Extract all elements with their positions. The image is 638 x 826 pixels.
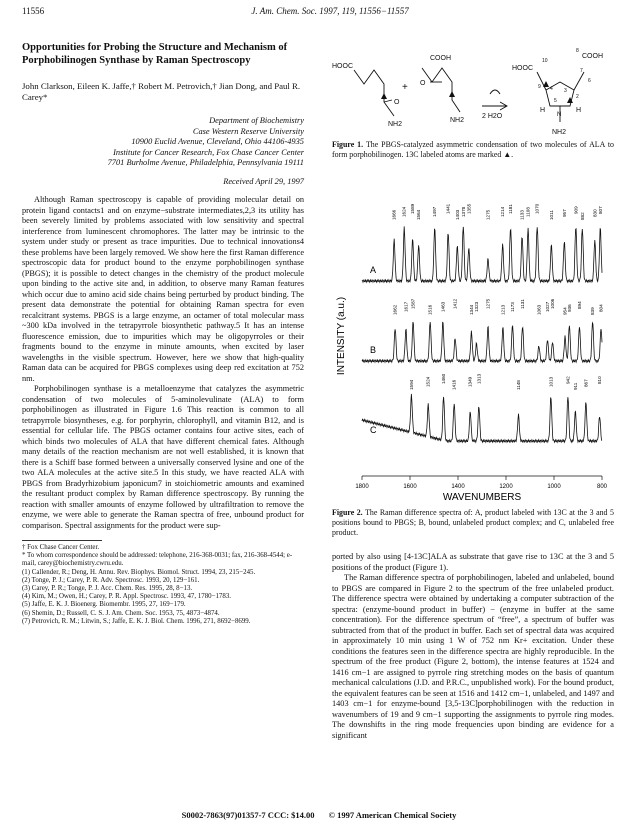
peak-label: 1323 bbox=[473, 301, 479, 312]
peak-label: 1275 bbox=[485, 298, 491, 309]
peak-label: 1524 bbox=[425, 376, 431, 387]
doi-code: S0002-7863(97)01357-7 CCC: $14.00 bbox=[181, 810, 315, 820]
figure1-caption-text: The PBGS-catalyzed asymmetric condensation of two molecules of ALA to form porphobilinogen. 13C labeled atoms are marked ▲. bbox=[332, 140, 614, 159]
reference: (2) Tonge, P. J.; Carey, P. R. Adv. Spectrosc. 1993, 20, 129−161. bbox=[22, 576, 200, 584]
peak-label: 894 bbox=[576, 301, 582, 309]
peak-label: 839 bbox=[590, 307, 596, 315]
peak-label: 1662 bbox=[392, 304, 398, 315]
scheme-label: 2 bbox=[576, 94, 579, 100]
x-tick-label: 1000 bbox=[547, 484, 561, 490]
peak-label: 804 bbox=[598, 304, 604, 312]
scheme-label: 2 H2O bbox=[482, 113, 503, 120]
x-tick-label: 1800 bbox=[355, 484, 369, 490]
peak-label: 1617 bbox=[403, 301, 409, 312]
x-tick-label: 1200 bbox=[499, 484, 513, 490]
scheme-label: + bbox=[402, 82, 408, 93]
reaction-scheme bbox=[332, 42, 616, 142]
peak-label: 1070 bbox=[534, 203, 540, 214]
peak-label: 1133 bbox=[519, 210, 525, 220]
reference: (5) Jaffe, E. K. J. Bioenerg. Biomembr. 1995, 27, 169−179. bbox=[22, 601, 186, 609]
peak-label: 1416 bbox=[451, 379, 457, 390]
peak-label: 1460 bbox=[441, 373, 447, 384]
spectrum-trace-A bbox=[362, 226, 602, 282]
scheme-label: HOOC bbox=[512, 65, 533, 72]
reference: (3) Carey, P. R.; Tonge, P. J. Acc. Chem. Res. 1995, 28, 8−13. bbox=[22, 585, 193, 593]
figure1-caption bbox=[332, 140, 614, 160]
footnote-rule bbox=[22, 540, 102, 541]
peak-label: 1412 bbox=[452, 298, 458, 309]
peak-label: 1214 bbox=[500, 206, 506, 217]
peak-label: 1313 bbox=[476, 373, 482, 384]
peak-label: 957 bbox=[561, 209, 567, 217]
peak-label: 954 bbox=[562, 307, 568, 315]
spectrum-trace-B bbox=[362, 322, 602, 362]
peak-label: 867 bbox=[583, 379, 589, 387]
y-axis-label: INTENSITY (a.u.) bbox=[336, 296, 347, 376]
peak-label: 1666 bbox=[391, 209, 397, 220]
body-paragraph: Porphobilinogen synthase is a metalloenzyme that catalyzes the asymmetric condensation of two molecules of 5-aminolevulinate (ALA) to form porphobilinogen as illustrated in Figure 1.6 This reaction is common to all tetrapyrrole biosyntheses, e.g. for porphyrin, chlorophyll, and vitamin B12, and is essential for cellular life. The PBGS octamer contains four active sites, each of which binds two molecules of ALA that have different chemical fates. Although many details of the reaction mechanism are not well established, it is known that there is a Schiff base formed between a universally conserved lysine and one of the two ALA molecules at the active site.5 In this study, we have reacted ALA with PBGS from Bradyrhizobium japonicum7 in stoichiometric amounts and examined the resultant product complex by Raman difference spectroscopy. By running the reaction with smaller amounts of enzyme followed by ultrafiltration to remove the enzyme, we were able to generate the Raman spectra of free, unbound product for comparison. Spectral assignments for the product were sup- bbox=[22, 384, 304, 530]
scheme-label: NH2 bbox=[552, 129, 567, 136]
peak-label: 1624 bbox=[401, 206, 407, 217]
peak-label: 911 bbox=[572, 382, 578, 390]
scheme-label: 3 bbox=[564, 88, 567, 94]
peak-label: 1463 bbox=[440, 301, 446, 312]
page-footer bbox=[0, 810, 638, 820]
peak-label: 1131 bbox=[520, 299, 526, 309]
peak-label: 830 bbox=[592, 209, 598, 217]
peak-label: 1027 bbox=[545, 301, 551, 312]
right-column-body bbox=[332, 552, 614, 741]
peak-label: 1587 bbox=[410, 298, 416, 309]
scheme-label: NH2 bbox=[450, 117, 465, 124]
peak-label: 882 bbox=[579, 212, 585, 220]
affiliation bbox=[22, 116, 304, 169]
copyright: © 1997 American Chemical Society bbox=[328, 810, 457, 820]
series-label: C bbox=[370, 425, 377, 435]
author-list: John Clarkson, Eileen K. Jaffe,† Robert M. Petrovich,† Jian Dong, and Paul R. Carey* bbox=[22, 81, 301, 102]
scheme-label: COOH bbox=[582, 53, 603, 60]
scheme-label: HOOC bbox=[332, 63, 353, 70]
scheme-label: NH2 bbox=[388, 121, 403, 128]
peak-label: 1441 bbox=[445, 203, 451, 214]
peak-label: 1108 bbox=[525, 207, 531, 217]
reference: (7) Petrovich, R. M.; Litwin, S.; Jaffe, E. K. J. Biol. Chem. 1996, 271, 8692−8699. bbox=[22, 617, 251, 625]
peak-label: 1275 bbox=[485, 209, 491, 220]
journal-citation: J. Am. Chem. Soc. 1997, 119, 11556−11557 bbox=[251, 6, 409, 16]
scheme-label: 4 bbox=[550, 86, 553, 92]
scheme-label: COOH bbox=[430, 55, 451, 62]
peak-label: 1594 bbox=[408, 379, 414, 390]
figure2-label: Figure 2. bbox=[332, 508, 363, 517]
figure2-caption-text: The Raman difference spectra of: A, product labeled with 13C at the 3 and 5 positions bound to PBGS; B, bound, unlabeled product complex; and C, unlabeled free product. bbox=[332, 508, 614, 537]
peak-label: 1213 bbox=[500, 304, 506, 315]
reference: (4) Kim, M.; Owen, H.; Carey, P. R. Appl. Spectrosc. 1993, 47, 1780−1783. bbox=[22, 593, 231, 601]
page-header bbox=[22, 6, 616, 16]
article-title: Opportunities for Probing the Structure and Mechanism of Porphobilinogen Synthase by Raman Spectroscopy bbox=[22, 42, 288, 66]
peak-label: 909 bbox=[573, 206, 579, 214]
peak-label: 1497 bbox=[432, 206, 438, 217]
affiliation-line: 10900 Euclid Avenue, Cleveland, Ohio 44106-4935 bbox=[131, 137, 304, 146]
scheme-label: O bbox=[420, 80, 426, 87]
peak-label: 810 bbox=[597, 376, 603, 384]
body-paragraph: ported by also using [4-13C]ALA as substrate that gave rise to 13C at the 3 and 5 positions of the product (Figure 1). bbox=[332, 552, 614, 572]
raman-spectra-chart bbox=[332, 186, 616, 506]
footnote: * To whom correspondence should be addressed: telephone, 216-368-0031; fax, 216-368-4544; e-mail, carey@biochemistry.cwru.edu. bbox=[22, 552, 293, 568]
reference: (1) Callender, R.; Deng, H. Annu. Rev. Biophys. Biomol. Struct. 1994, 23, 215−245. bbox=[22, 568, 256, 576]
body-paragraph: Although Raman spectroscopy is capable of providing molecular detail on protein ligand contacts1 and on enzyme−substrate intermediates,2,3 its utility has been severely limited by problems associated with low sensitivity and spectral interference from luminescent chromophores. The latter may be intrinsic to the system under study or present as trace impurities. Due to technical innovations4 these problems have been largely removed. We show here the first Raman difference spectroscopic data for product bound to the enzyme porphobilinogen synthase (PBGS); it is possible to detect changes in the chemistry of the product molecule upon binding to the active site and, in addition, to observe many Raman features which occur due to amino acid side chains being perturbed by product binding. The present data demonstrate the potential for obtaining Raman spectra for even recalcitrant systems. PBGS is a large enzyme, an octamer of total molecular mass ~300 kDa involved in the tetrapyrrole biosynthetic pathway.5 It has an intense fluorescence emission, due to impurities which may be oligopyrroles or their fragments bound to the enzyme in minute amounts, when excited by laser wavelengths in the visible spectrum. However, here we show that high-quality Raman data can be acquired for PBGS complexes using deep red excitation at 752 nm. bbox=[22, 195, 304, 383]
scheme-label: 8 bbox=[576, 48, 579, 54]
peak-label: 1148 bbox=[515, 380, 521, 390]
peak-label: 942 bbox=[565, 376, 571, 384]
figure1-label: Figure 1. bbox=[332, 140, 364, 149]
series-label: A bbox=[370, 265, 377, 275]
x-tick-label: 1600 bbox=[403, 484, 417, 490]
peak-label: 1589 bbox=[410, 203, 416, 214]
scheme-label: H bbox=[576, 107, 582, 114]
footnote: † Fox Chase Cancer Center. bbox=[22, 544, 100, 551]
left-column bbox=[22, 42, 304, 626]
figure2-caption bbox=[332, 508, 614, 537]
x-tick-label: 800 bbox=[596, 484, 608, 490]
peak-label: 1006 bbox=[550, 298, 556, 309]
peak-label: 1173 bbox=[509, 302, 515, 312]
received-date: Received April 29, 1997 bbox=[223, 176, 304, 186]
peak-label: 1011 bbox=[548, 210, 554, 220]
peak-label: 1378 bbox=[460, 206, 466, 217]
x-axis-label: WAVENUMBERS bbox=[442, 492, 522, 503]
body-paragraph: The Raman difference spectra of porphobilinogen, labeled and unlabeled, bound to PBGS are compared in Figure 2 to the spectrum of the free unlabeled product. The difference spectra were obtained by undertaking a computer subtraction of the spectra: (enzyme-bound product in buffer) − (enzyme in buffer at the same concentration). For the difference spectrum of “free”, a spectrum of buffer was subtracted from that of the product in buffer. Each set of spectral data was acquired in approximately 10 min using 1 W of 752 nm Kr+ excitation. Under these conditions the features seen in the difference spectra are highly reproducible. In the spectrum of the free product (Figure 2, bottom), the intense features at 1524 and 1416 cm−1 are assigned to pyrrole ring stretching modes on the basis of quantum mechanical calculations (J.D. and P.R.C., unpublished work). For the bound product, the equivalent features can be seen at 1516 and 1412 cm−1, unlabeled, and 1497 and 1403 cm−1 for enzyme-bound [3,5-13C]porphobilinogen with the reduction in wavenumbers of 19 and 9 cm−1 supporting the assignments to pyrrole ring modes. The downshifts in the ring mode frequencies upon binding are evidence for a significant bbox=[332, 573, 614, 740]
scheme-label: 5 bbox=[554, 98, 557, 104]
peak-label: 1063 bbox=[536, 304, 542, 315]
peak-label: 1013 bbox=[548, 376, 554, 387]
peak-label: 807 bbox=[597, 206, 603, 214]
peak-label: 1403 bbox=[454, 209, 460, 220]
scheme-label: 7 bbox=[580, 68, 583, 74]
peak-label: 1516 bbox=[427, 304, 433, 315]
scheme-label: 6 bbox=[588, 78, 591, 84]
peak-label: 1349 bbox=[467, 376, 473, 387]
peak-label: 1344 bbox=[468, 304, 474, 315]
series-label: B bbox=[370, 345, 377, 355]
spectrum-trace-C bbox=[362, 394, 602, 442]
peak-label: 1181 bbox=[508, 204, 514, 214]
scheme-label: H bbox=[540, 107, 546, 114]
peak-label: 1564 bbox=[416, 209, 422, 220]
scheme-label: N bbox=[557, 112, 562, 118]
page-number: 11556 bbox=[22, 6, 45, 16]
peak-label: 936 bbox=[566, 304, 572, 312]
affiliation-line: 7701 Burholme Avenue, Philadelphia, Pennsylvania 19111 bbox=[107, 158, 304, 167]
x-tick-label: 1400 bbox=[451, 484, 465, 490]
scheme-label: 9 bbox=[538, 84, 541, 90]
scheme-label: O bbox=[394, 99, 400, 106]
scheme-label: 10 bbox=[542, 58, 548, 64]
reference: (6) Shemin, D.; Russell, C. S. J. Am. Chem. Soc. 1953, 75, 4873−4874. bbox=[22, 609, 220, 617]
peak-label: 1355 bbox=[466, 203, 472, 214]
affiliation-line: Case Western Reserve University bbox=[192, 126, 304, 136]
affiliation-line: Department of Biochemistry bbox=[209, 116, 304, 125]
affiliation-line: Institute for Cancer Research, Fox Chase Cancer Center bbox=[113, 147, 304, 157]
